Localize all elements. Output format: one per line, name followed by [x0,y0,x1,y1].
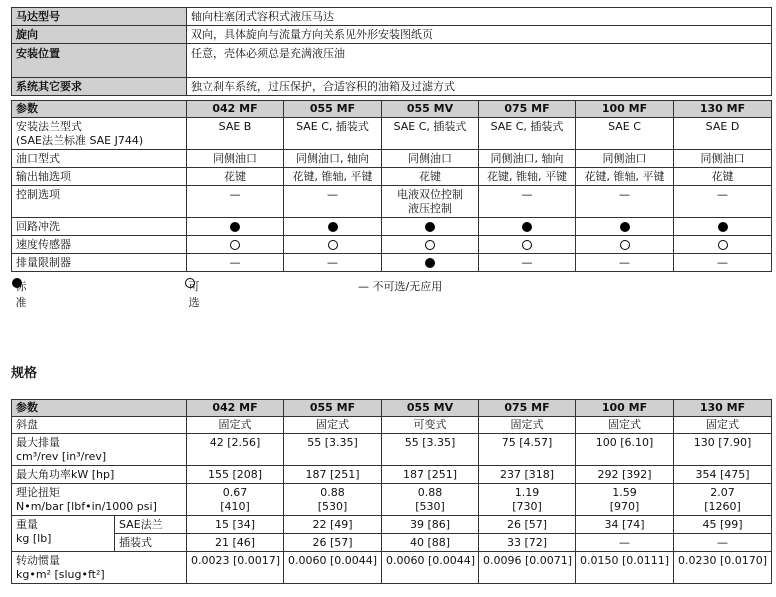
cell: 21 [46] [187,534,284,552]
header-075mf: 075 MF [479,101,576,118]
info-label: 马达型号 [12,8,187,26]
cell: 花键, 锥轴, 平键 [284,168,382,186]
standard-dot-icon [284,218,382,236]
torque-metric: 0.88 [320,485,345,499]
header-055mf: 055 MF [284,400,382,417]
cell [674,484,772,516]
row-label-power: 最大角功率kW [hp] [12,466,187,484]
header-100mf: 100 MF [576,400,674,417]
disp-label-line2: cm³/rev [in³/rev] [16,449,107,463]
cell: 15 [34] [187,516,284,534]
torque-metric: 2.07 [710,485,735,499]
cell-control-mv [382,186,479,218]
header-130mf: 130 MF [674,101,772,118]
cell: 187 [251] [284,466,382,484]
info-value: 独立刹车系统，过压保护，合适容积的油箱及过滤方式 [187,78,772,96]
control-mv-line1: 电液双位控制 [397,188,463,201]
cell: 花键 [382,168,479,186]
cell: — [187,186,284,218]
optional-ring-icon [674,236,772,254]
cell: 26 [57] [284,534,382,552]
cell: 22 [49] [284,516,382,534]
info-label: 安装位置 [12,44,187,78]
torque-metric: 0.67 [222,485,248,499]
optional-ring-icon [382,236,479,254]
optional-ring-icon [187,236,284,254]
cell [284,484,382,516]
cell: — [674,254,772,272]
row-label-displacement [12,434,187,466]
cell: 固定式 [576,417,674,434]
cell: — [187,254,284,272]
torque-metric: 1.19 [514,485,540,499]
cell: 0.0060 [0.0044] [382,552,479,584]
cell: SAE C, 插装式 [284,118,382,150]
torque-imperial: [970] [609,499,640,513]
row-label-flush: 回路冲洗 [12,218,187,236]
cell: — [576,254,674,272]
torque-imperial: [730] [512,499,542,513]
row-label-speed: 速度传感器 [12,236,187,254]
section-title: 规格 [11,366,38,381]
cell: 固定式 [187,417,284,434]
torque-imperial: [530] [415,499,445,513]
inertia-label-line2: kg•m² [slug•ft²] [16,567,105,581]
cell: 237 [318] [479,466,576,484]
torque-label-line2: N•m/bar [lbf•in/1000 psi] [16,499,157,513]
control-mv-line2: 液压控制 [408,202,452,215]
cell: 45 [99] [674,516,772,534]
flange-label-line1: 安装法兰型式 [16,120,82,133]
cell: 75 [4.57] [479,434,576,466]
torque-metric: 1.59 [612,485,637,499]
cell: 同侧油口 [576,150,674,168]
info-value: 轴向柱塞闭式容积式液压马达 [187,8,772,26]
inertia-label-line1: 转动惯量 [16,553,60,567]
cell: 292 [392] [576,466,674,484]
cell: 39 [86] [382,516,479,534]
legend-optional [185,278,200,309]
header-042mf: 042 MF [187,101,284,118]
cell: 34 [74] [576,516,674,534]
cell: — [284,254,382,272]
cell: 可变式 [382,417,479,434]
torque-label-line1: 理论扭矩 [16,485,60,499]
weight-sub-cartridge: 插装式 [115,534,187,552]
legend-standard [12,278,27,309]
cell: 100 [6.10] [576,434,674,466]
cell: — [674,534,772,552]
cell: — [674,186,772,218]
row-label-weight [12,516,115,552]
header-055mv: 055 MV [382,400,479,417]
standard-dot-icon [479,218,576,236]
cell: SAE C, 插装式 [382,118,479,150]
row-label-limiter: 排量限制器 [12,254,187,272]
cell: 花键 [187,168,284,186]
header-param: 参数 [12,101,187,118]
row-label-flange [12,118,187,150]
features-table [11,100,772,272]
header-055mv: 055 MV [382,101,479,118]
legend-optional-label: 可选 [188,280,200,309]
cell: 354 [475] [674,466,772,484]
cell: — [576,534,674,552]
cell: 0.0023 [0.0017] [187,552,284,584]
header-042mf: 042 MF [187,400,284,417]
cell: 同侧油口, 轴向 [479,150,576,168]
cell: 0.0230 [0.0170] [674,552,772,584]
row-label-inertia [12,552,187,584]
cell [576,484,674,516]
torque-metric: 0.88 [417,485,443,499]
cell: 0.0060 [0.0044] [284,552,382,584]
standard-dot-icon [382,218,479,236]
cell: 26 [57] [479,516,576,534]
info-value: 任意，壳体必须总是充满液压油 [187,44,772,78]
cell: 花键 [674,168,772,186]
info-label: 旋向 [12,26,187,44]
legend-na: — 不可选/无应用 [358,280,443,293]
info-value: 双向，具体旋向与流量方向关系见外形安装图纸页 [187,26,772,44]
cell [479,484,576,516]
standard-dot-icon [382,254,479,272]
torque-imperial: [1260] [704,499,741,513]
torque-imperial: [410] [220,499,250,513]
header-075mf: 075 MF [479,400,576,417]
cell: 固定式 [674,417,772,434]
cell: — [479,186,576,218]
weight-label-line1: 重量 [16,518,38,531]
cell: — [479,254,576,272]
cell: SAE D [674,118,772,150]
cell: SAE C [576,118,674,150]
cell: 130 [7.90] [674,434,772,466]
header-055mf: 055 MF [284,101,382,118]
cell: 花键, 锥轴, 平键 [576,168,674,186]
header-130mf: 130 MF [674,400,772,417]
standard-dot-icon [187,218,284,236]
specs-table [11,399,772,584]
torque-imperial: [530] [317,499,348,513]
cell: SAE C, 插装式 [479,118,576,150]
weight-sub-sae: SAE法兰 [115,516,187,534]
row-label-swash: 斜盘 [12,417,187,434]
header-param: 参数 [12,400,187,417]
cell: 40 [88] [382,534,479,552]
info-label: 系统其它要求 [12,78,187,96]
cell: 155 [208] [187,466,284,484]
cell: 33 [72] [479,534,576,552]
cell: 同侧油口 [674,150,772,168]
optional-ring-icon [479,236,576,254]
cell: 花键, 锥轴, 平键 [479,168,576,186]
row-label-port: 油口型式 [12,150,187,168]
cell: 固定式 [284,417,382,434]
standard-dot-icon [674,218,772,236]
cell: — [576,186,674,218]
disp-label-line1: 最大排量 [16,435,60,449]
cell: 同侧油口, 轴向 [284,150,382,168]
cell: 0.0150 [0.0111] [576,552,674,584]
cell: SAE B [187,118,284,150]
optional-ring-icon [576,236,674,254]
weight-label-line2: kg [lb] [16,532,52,545]
cell: 固定式 [479,417,576,434]
cell: 187 [251] [382,466,479,484]
cell: 0.0096 [0.0071] [479,552,576,584]
cell: 55 [3.35] [382,434,479,466]
row-label-shaft: 输出轴选项 [12,168,187,186]
flange-label-line2: (SAE法兰标准 SAE J744) [16,134,144,147]
optional-ring-icon [284,236,382,254]
cell: 同侧油口 [382,150,479,168]
row-label-control: 控制选项 [12,186,187,218]
row-label-torque [12,484,187,516]
legend [11,278,771,309]
cell: 55 [3.35] [284,434,382,466]
motor-info-table [11,7,772,96]
cell [382,484,479,516]
cell: 42 [2.56] [187,434,284,466]
cell: 同侧油口 [187,150,284,168]
cell: — [284,186,382,218]
cell [187,484,284,516]
standard-dot-icon [576,218,674,236]
header-100mf: 100 MF [576,101,674,118]
legend-standard-label: 标准 [15,280,27,309]
